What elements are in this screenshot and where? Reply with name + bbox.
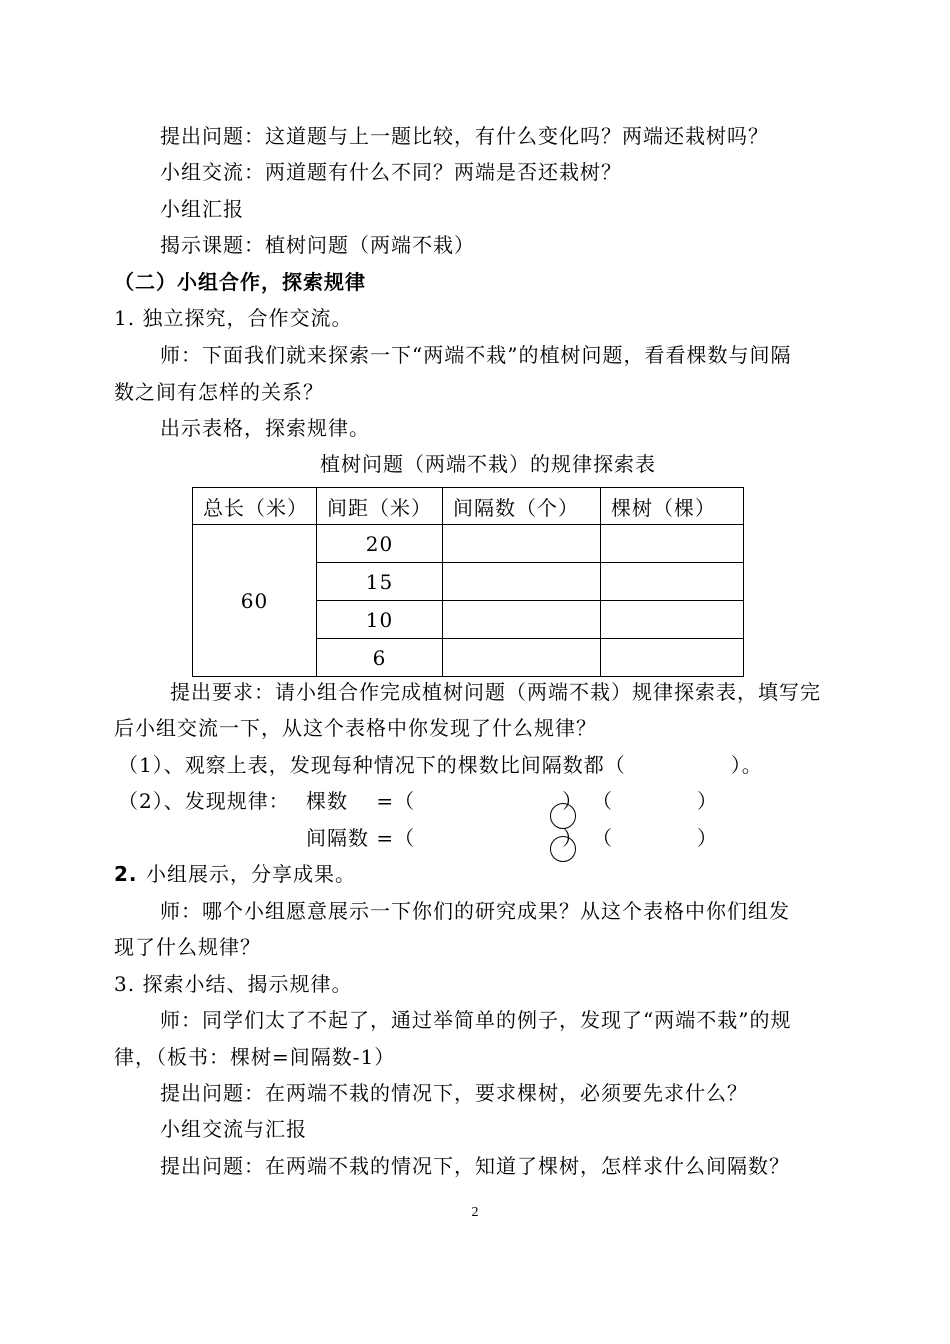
table-row: [193, 525, 744, 563]
step-1: 1. 独立探究，合作交流。: [114, 306, 353, 330]
header-interval-count: 间隔数（个）: [443, 488, 601, 525]
requirement-1: 提出要求：请小组合作完成植树问题（两端不栽）规律探索表，填写完: [170, 680, 821, 704]
step-3: 3. 探索小结、揭示规律。: [114, 972, 353, 996]
header-spacing: 间距（米）: [317, 488, 443, 525]
table-caption: 植树问题（两端不栽）的规律探索表: [320, 452, 656, 476]
table-header-row: [193, 488, 744, 525]
interval-cell[interactable]: [443, 601, 601, 639]
teacher-prompt-1a: 师：下面我们就来探索一下“两端不栽”的植树问题，看看棵数与间隔: [160, 343, 792, 367]
show-table-line: 出示表格，探索规律。: [160, 416, 370, 440]
teacher-prompt-2a: 师：哪个小组愿意展示一下你们的研究成果？从这个表格中你们组发: [160, 899, 790, 923]
header-tree-count: 棵树（棵）: [601, 488, 744, 525]
spacing-cell: 15: [317, 563, 443, 601]
spacing-cell: 20: [317, 525, 443, 563]
question-3: 提出问题：在两端不栽的情况下，知道了棵树，怎样求什么间隔数？: [160, 1154, 790, 1178]
spacing-cell: 10: [317, 601, 443, 639]
teacher-prompt-2b: 现了什么规律？: [114, 935, 261, 959]
interval-cell[interactable]: [443, 563, 601, 601]
step-2: 小组展示，分享成果。: [146, 862, 356, 886]
operator-circle[interactable]: [550, 836, 576, 862]
interval-cell[interactable]: [443, 525, 601, 563]
tree-cell[interactable]: [601, 601, 744, 639]
rule-table: [192, 487, 744, 677]
requirement-2: 后小组交流一下，从这个表格中你发现了什么规律？: [114, 716, 597, 740]
page-number: 2: [471, 1205, 479, 1220]
rule-trees: 棵数 =（ ）: [306, 789, 584, 813]
rule-trees-right: （ ）: [592, 789, 718, 813]
teacher-prompt-1b: 数之间有怎样的关系？: [114, 380, 324, 404]
rule-label: （2）、发现规律：: [118, 789, 290, 813]
step-2-number: 2.: [114, 862, 138, 886]
tree-cell[interactable]: [601, 563, 744, 601]
teacher-prompt-3a: 师：同学们太了不起了，通过举简单的例子，发现了“两端不栽”的规: [160, 1008, 792, 1032]
spacing-cell: 6: [317, 639, 443, 677]
group-report: 小组汇报: [160, 197, 244, 221]
rule-gaps: 间隔数 =（ ）: [306, 826, 584, 850]
group-report-2: 小组交流与汇报: [160, 1117, 307, 1141]
group-discussion: 小组交流：两道题有什么不同？两端是否还栽树？: [160, 160, 622, 184]
tree-cell[interactable]: [601, 639, 744, 677]
section-heading: （二）小组合作，探索规律: [114, 270, 366, 294]
header-total-length: 总长（米）: [193, 488, 317, 525]
question-change: 提出问题：这道题与上一题比较，有什么变化吗？两端还栽树吗？: [160, 124, 769, 148]
observation-line: （1）、观察上表，发现每种情况下的棵数比间隔数都（ ）。: [118, 753, 763, 777]
reveal-topic: 揭示课题：植树问题（两端不栽）: [160, 233, 475, 257]
tree-cell[interactable]: [601, 525, 744, 563]
teacher-prompt-3b: 律，（板书：棵树=间隔数-1）: [114, 1045, 396, 1069]
rule-gaps-right: （ ）: [592, 826, 718, 850]
interval-cell[interactable]: [443, 639, 601, 677]
question-2: 提出问题：在两端不栽的情况下，要求棵树，必须要先求什么？: [160, 1081, 748, 1105]
total-length-cell: 60: [193, 525, 317, 677]
